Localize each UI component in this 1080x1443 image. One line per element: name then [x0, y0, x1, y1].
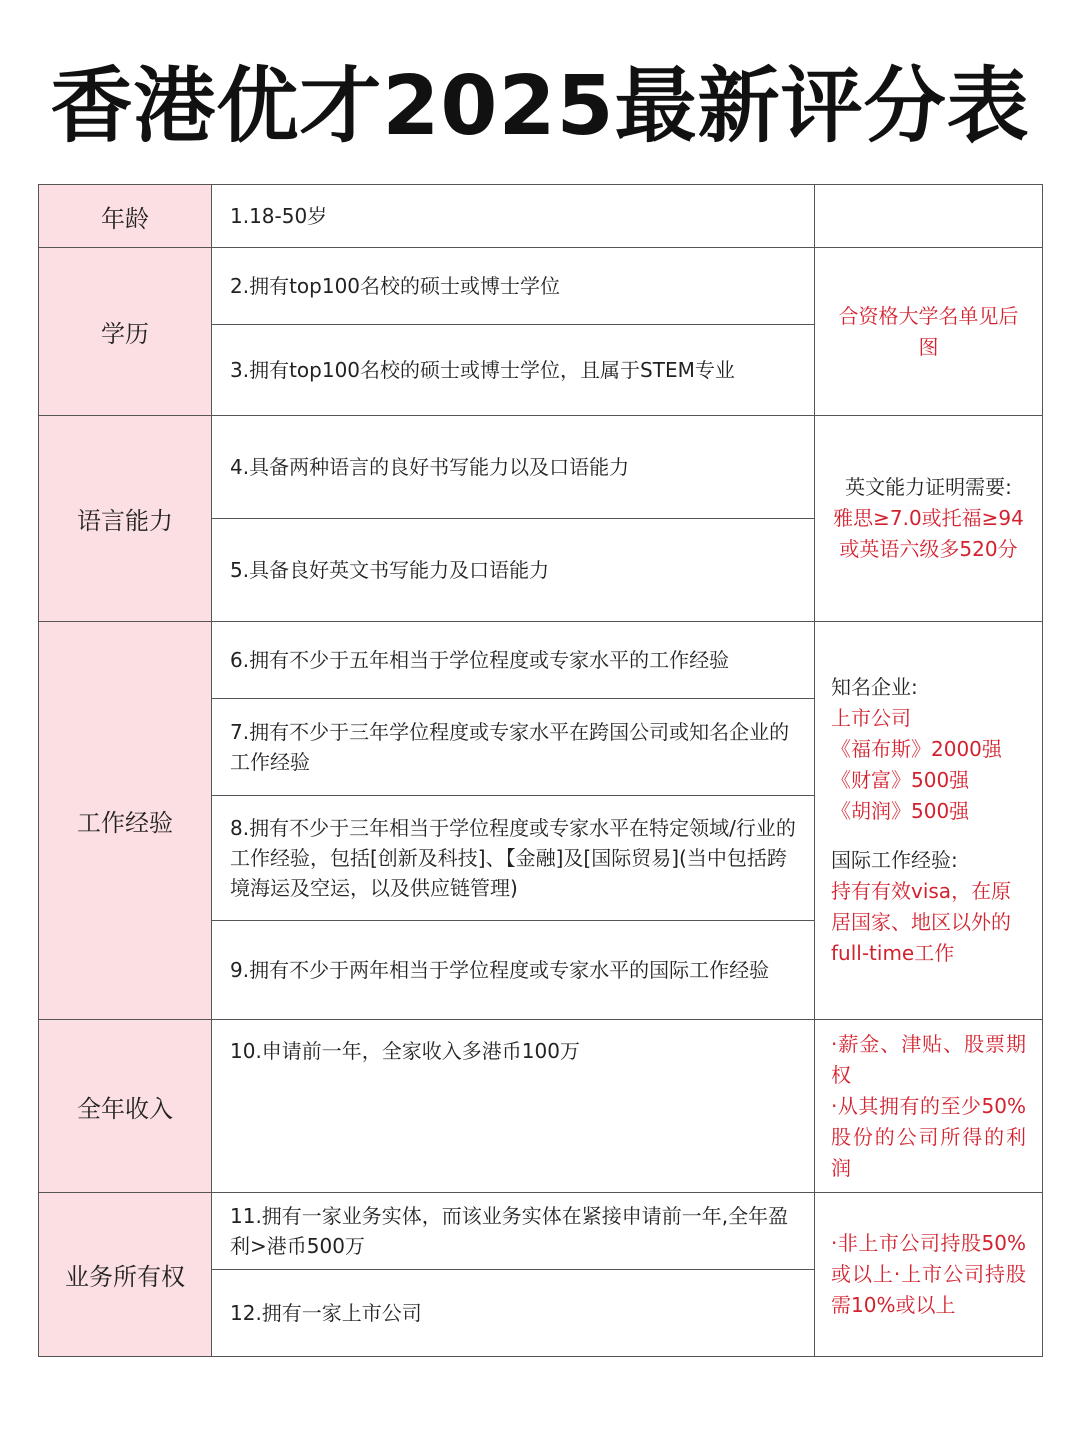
- note-age-empty: [815, 185, 1043, 248]
- spacer: [831, 827, 1026, 845]
- note-work-intl-detail: 持有有效visa，在原居国家、地区以外的full-time工作: [831, 879, 1012, 965]
- category-income: 全年收入: [39, 1020, 212, 1193]
- table-row: [39, 416, 1043, 519]
- note-education-text: 合资格大学名单见后图: [838, 303, 1019, 359]
- page-title: 香港优才2025最新评分表: [50, 59, 1030, 154]
- note-language-detail: 雅思≥7.0或托福≥94或英语六级多520分: [833, 506, 1024, 561]
- scoring-table: [38, 184, 1043, 1357]
- category-age: 年龄: [39, 185, 212, 248]
- item-work-1: 6.拥有不少于五年相当于学位程度或专家水平的工作经验: [212, 622, 815, 699]
- table-row: [39, 622, 1043, 699]
- item-income: 10.申请前一年，全家收入多港币100万: [212, 1020, 815, 1193]
- table-row: [39, 248, 1043, 325]
- note-work-companies-heading: 知名企业:: [831, 675, 918, 699]
- note-work-company: 《财富》500强: [831, 768, 970, 792]
- category-business: 业务所有权: [39, 1193, 212, 1357]
- item-education-1: 2.拥有top100名校的硕士或博士学位: [212, 248, 815, 325]
- note-work: [815, 622, 1043, 1020]
- item-education-2: 3.拥有top100名校的硕士或博士学位，且属于STEM专业: [212, 325, 815, 416]
- item-work-2: 7.拥有不少于三年学位程度或专家水平在跨国公司或知名企业的工作经验: [212, 699, 815, 796]
- note-income-point: ·从其拥有的至少50%股份的公司所得的利润: [831, 1093, 1026, 1180]
- table-row: [39, 185, 1043, 248]
- item-work-3: 8.拥有不少于三年相当于学位程度或专家水平在特定领域/行业的工作经验，包括[创新及科技]、【金融]及[国际贸易](当中包括跨境海运及空运，以及供应链管理): [212, 796, 815, 921]
- item-age: 1.18-50岁: [212, 185, 815, 248]
- note-work-company: 《胡润》500强: [831, 799, 970, 823]
- note-education: [815, 248, 1043, 416]
- table-row: [39, 1020, 1043, 1193]
- item-language-1: 4.具备两种语言的良好书写能力以及口语能力: [212, 416, 815, 519]
- item-work-4: 9.拥有不少于两年相当于学位程度或专家水平的国际工作经验: [212, 921, 815, 1020]
- note-work-company: 上市公司: [831, 706, 911, 730]
- note-language-heading: 英文能力证明需要:: [845, 475, 1012, 499]
- item-business-2: 12.拥有一家上市公司: [212, 1270, 815, 1357]
- table-row: [39, 1193, 1043, 1270]
- note-income: [815, 1020, 1043, 1193]
- note-business-text: ·非上市公司持股50%或以上·上市公司持股需10%或以上: [831, 1231, 1026, 1317]
- item-language-2: 5.具备良好英文书写能力及口语能力: [212, 519, 815, 622]
- note-language: [815, 416, 1043, 622]
- note-income-point: ·薪金、津贴、股票期权: [831, 1031, 1026, 1087]
- note-work-company: 《福布斯》2000强: [831, 737, 1002, 761]
- category-education: 学历: [39, 248, 212, 416]
- note-business: [815, 1193, 1043, 1357]
- note-work-intl-heading: 国际工作经验:: [831, 848, 958, 872]
- category-work: 工作经验: [39, 622, 212, 1020]
- category-language: 语言能力: [39, 416, 212, 622]
- item-business-1: 11.拥有一家业务实体，而该业务实体在紧接申请前一年,全年盈利>港币500万: [212, 1193, 815, 1270]
